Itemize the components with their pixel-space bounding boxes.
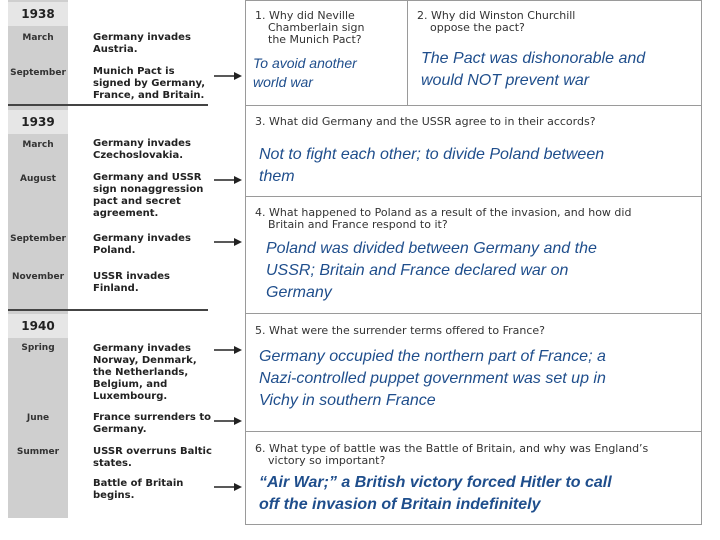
answer-line: would NOT prevent war xyxy=(421,72,590,89)
event-line: France, and Britain. xyxy=(93,90,205,101)
month-march-1939: March xyxy=(22,140,54,150)
event-czechoslovakia xyxy=(93,138,213,162)
answer-5-text xyxy=(259,346,606,412)
question-line: victory so important? xyxy=(268,454,386,467)
event-line: Germany. xyxy=(93,424,147,435)
event-line: Czechoslovakia. xyxy=(93,150,183,161)
event-line: Finland. xyxy=(93,283,139,294)
event-line: Austria. xyxy=(93,44,138,55)
answer-line: “Air War;” a British victory forced Hitler to call xyxy=(259,474,612,491)
event-line: agreement. xyxy=(93,208,159,219)
year-1938: 1938 xyxy=(8,2,68,26)
question-line: 4. What happened to Poland as a result of the invasion, and how did xyxy=(255,206,632,219)
answer-line: Not to fight each other; to divide Poland between xyxy=(259,146,605,163)
event-munich-pact xyxy=(93,66,213,102)
answer-1-text xyxy=(253,54,357,92)
month-august-1939: August xyxy=(20,174,56,184)
event-line: states. xyxy=(93,458,132,469)
event-norway xyxy=(93,343,213,403)
divider-1940 xyxy=(8,309,208,311)
question-line: 5. What were the surrender terms offered to France? xyxy=(255,324,545,337)
arrow-right-icon xyxy=(214,345,242,355)
event-line: the Netherlands, xyxy=(93,367,189,378)
answer-line: Poland was divided between Germany and the xyxy=(266,240,597,257)
month-summer-1940: Summer xyxy=(16,447,60,457)
event-line: Munich Pact is xyxy=(93,66,175,77)
question-line: Britain and France respond to it? xyxy=(268,218,448,231)
arrow-right-icon xyxy=(214,71,242,81)
event-line: begins. xyxy=(93,490,135,501)
question-4-text xyxy=(255,207,631,231)
event-line: Germany invades xyxy=(93,32,191,43)
event-line: USSR invades xyxy=(93,271,170,282)
answer-line: To avoid another xyxy=(253,55,357,71)
month-march-1938: March xyxy=(22,33,54,43)
event-poland xyxy=(93,233,213,257)
event-line: USSR overruns Baltic xyxy=(93,446,212,457)
answer-line: Nazi-controlled puppet government was set up in xyxy=(259,370,606,387)
question-line: 1. Why did Neville xyxy=(255,9,355,22)
event-line: Norway, Denmark, xyxy=(93,355,197,366)
answer-line: Germany xyxy=(266,284,332,301)
event-finland xyxy=(93,271,213,295)
event-baltic xyxy=(93,446,213,470)
question-3-text xyxy=(255,116,596,128)
arrow-right-icon xyxy=(214,482,242,492)
answer-line: The Pact was dishonorable and xyxy=(421,50,646,67)
event-line: Belgium, and xyxy=(93,379,168,390)
event-battle-of-britain xyxy=(93,478,213,502)
answer-3-text xyxy=(259,144,604,188)
arrow-right-icon xyxy=(214,175,242,185)
event-line: Germany and USSR xyxy=(93,172,202,183)
month-june-1940: June xyxy=(26,413,50,423)
month-november-1939: November xyxy=(11,272,65,282)
month-september-1939: September xyxy=(10,234,66,244)
question-line: 2. Why did Winston Churchill xyxy=(417,9,576,22)
divider-1939 xyxy=(8,104,208,106)
answer-2-text xyxy=(421,48,645,92)
question-line: 3. What did Germany and the USSR agree to in their accords? xyxy=(255,115,596,128)
event-line: signed by Germany, xyxy=(93,78,205,89)
answer-line: USSR; Britain and France declared war on xyxy=(266,262,569,279)
answer-4-text xyxy=(266,238,597,304)
arrow-right-icon xyxy=(214,237,242,247)
event-line: sign nonaggression xyxy=(93,184,204,195)
arrow-right-icon xyxy=(214,416,242,426)
question-line: the Munich Pact? xyxy=(268,33,362,46)
event-line: Germany invades xyxy=(93,343,191,354)
answer-line: Germany occupied the northern part of France; a xyxy=(259,348,606,365)
answer-6-text xyxy=(259,472,612,516)
event-line: France surrenders to xyxy=(93,412,211,423)
question-5-text xyxy=(255,325,545,337)
answer-line: them xyxy=(259,168,295,185)
event-line: Germany invades xyxy=(93,233,191,244)
answer-line: world war xyxy=(253,74,313,90)
year-1939: 1939 xyxy=(8,110,68,134)
question-line: oppose the pact? xyxy=(430,21,525,34)
month-september-1938: September xyxy=(10,68,66,78)
year-1940: 1940 xyxy=(8,314,68,338)
answer-line: Vichy in southern France xyxy=(259,392,436,409)
event-austria xyxy=(93,32,213,56)
question-2-text xyxy=(417,10,575,34)
event-ussr-pact xyxy=(93,172,213,220)
question-6-text xyxy=(255,443,648,467)
event-line: Poland. xyxy=(93,245,136,256)
question-line: 6. What type of battle was the Battle of Britain, and why was England’s xyxy=(255,442,649,455)
question-1-text xyxy=(255,10,364,46)
month-spring-1940: Spring xyxy=(21,343,55,353)
event-line: pact and secret xyxy=(93,196,181,207)
event-france-surrenders xyxy=(93,412,213,436)
event-line: Germany invades xyxy=(93,138,191,149)
event-line: Battle of Britain xyxy=(93,478,184,489)
answer-line: off the invasion of Britain indefinitely xyxy=(259,496,541,513)
question-line: Chamberlain sign xyxy=(268,21,365,34)
event-line: Luxembourg. xyxy=(93,391,168,402)
